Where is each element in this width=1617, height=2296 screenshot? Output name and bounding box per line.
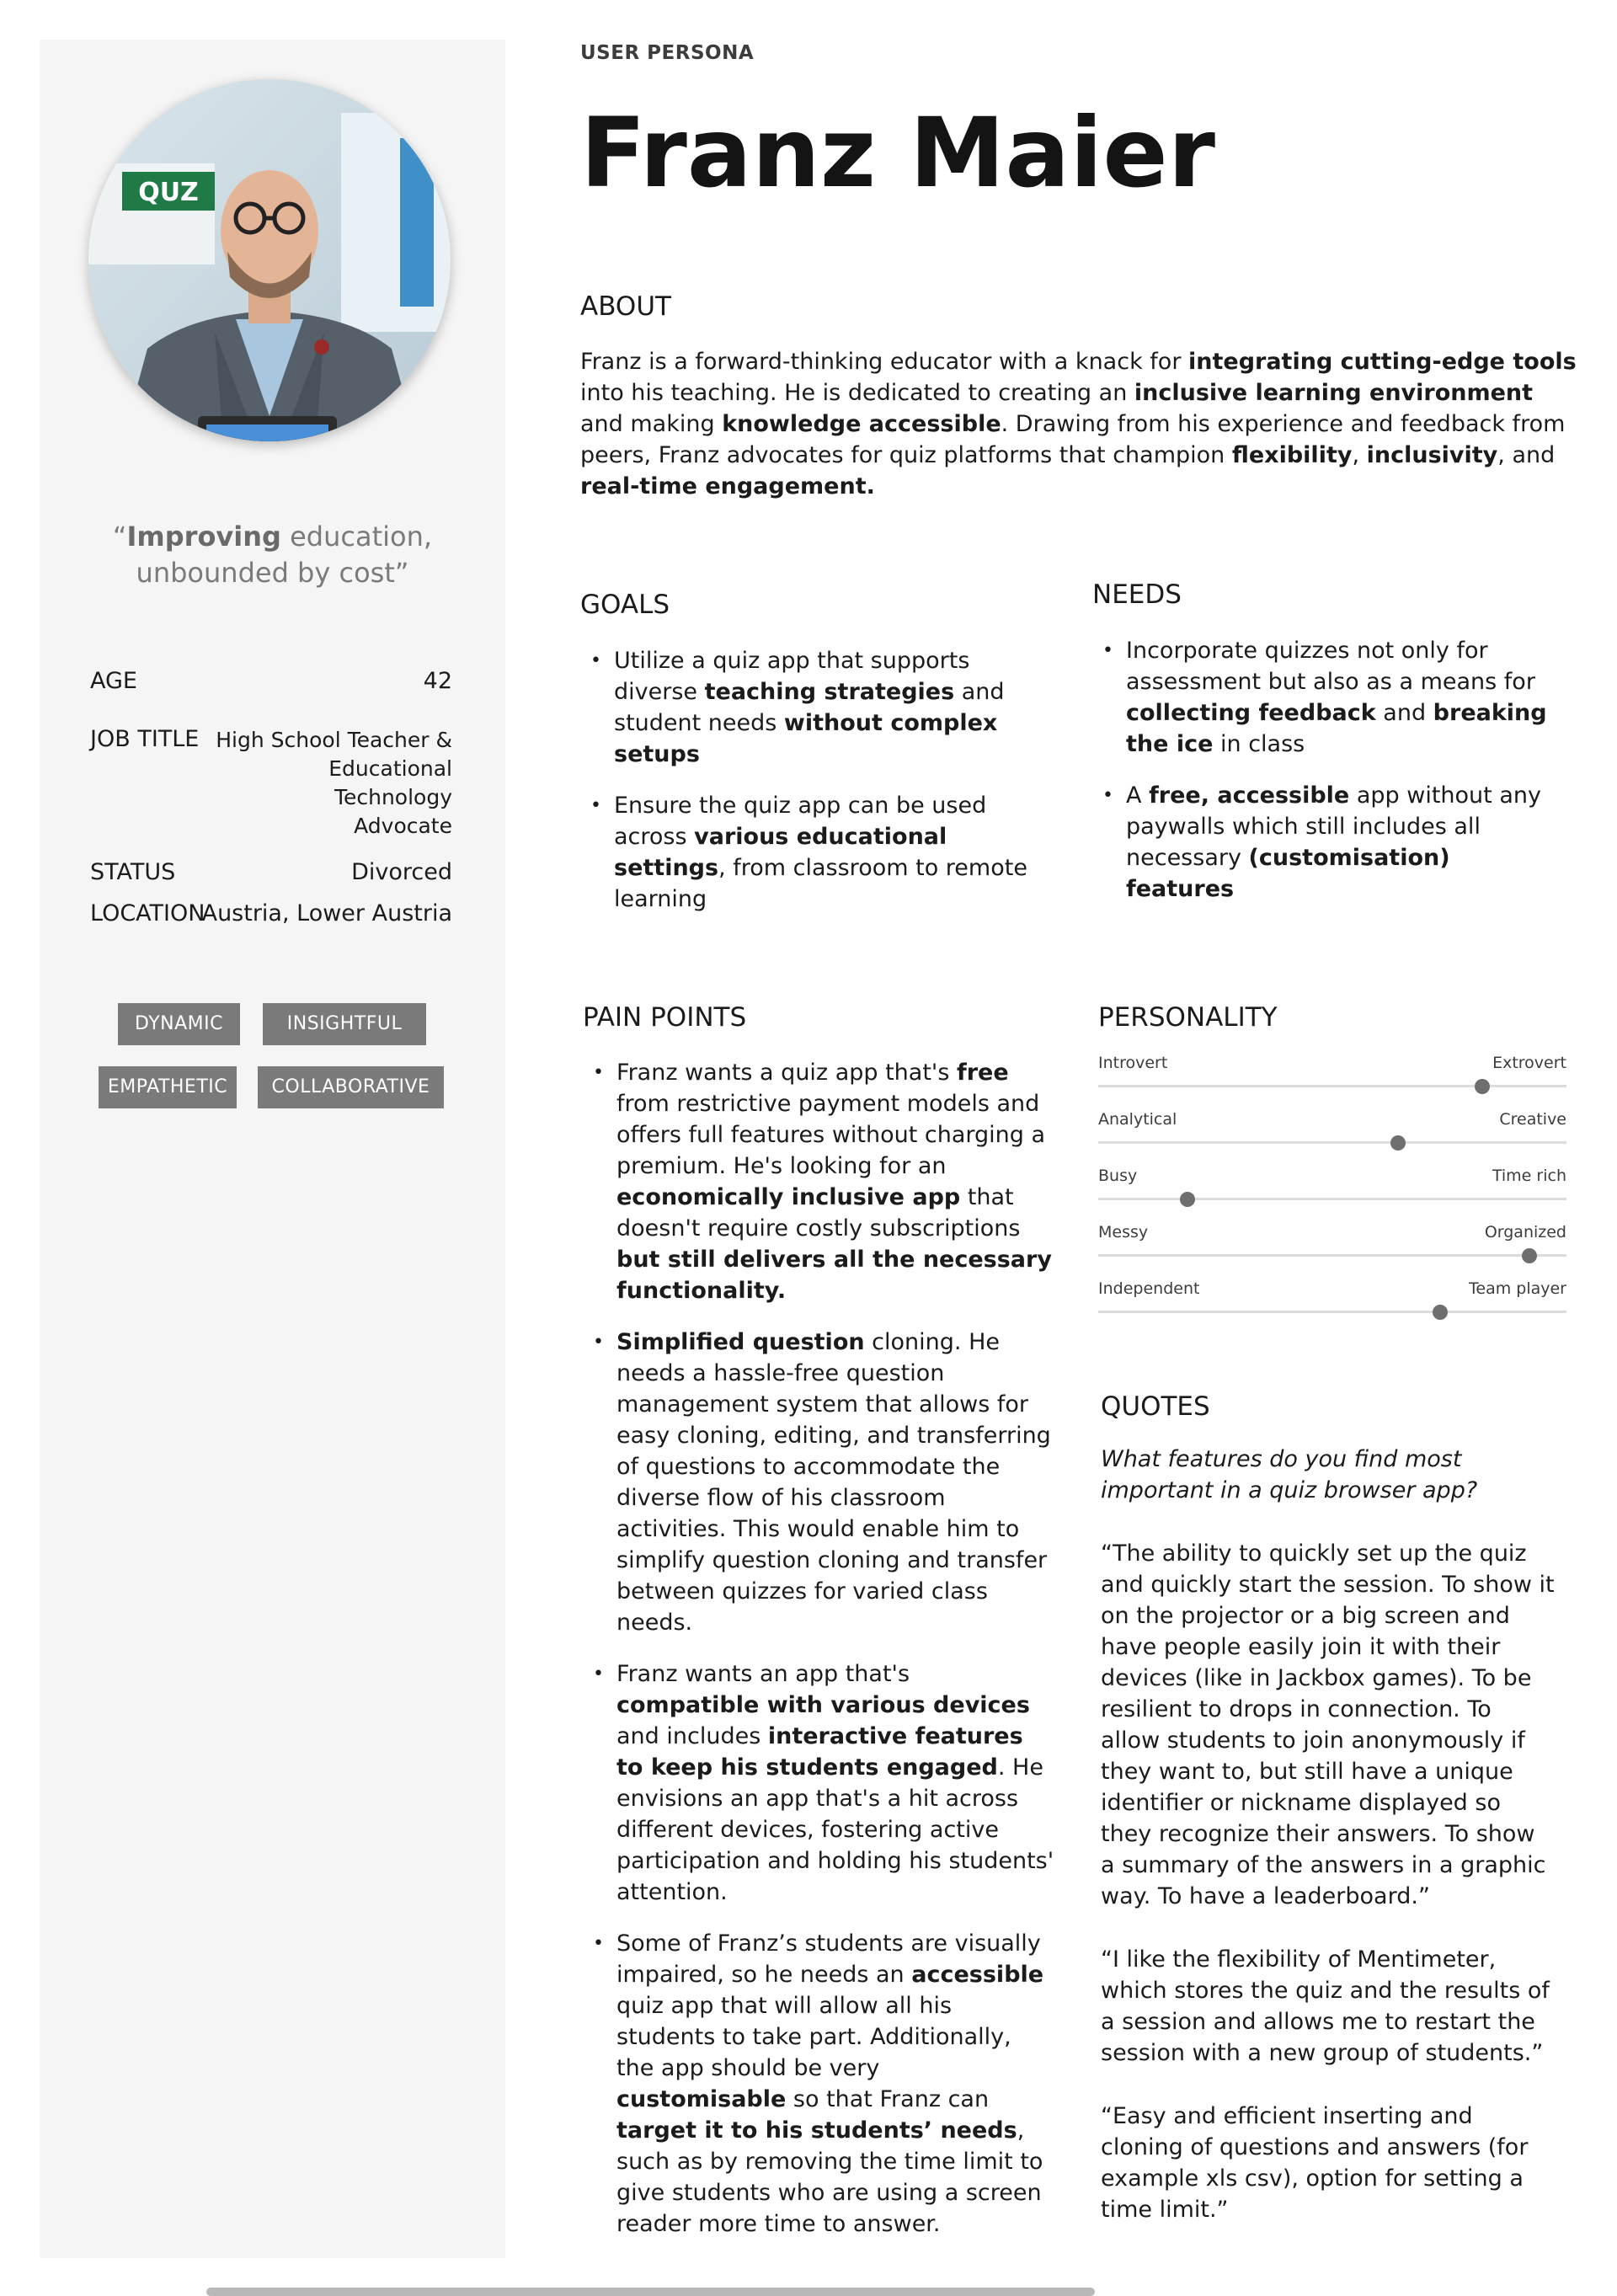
list-item: • Franz wants a quiz app that's free from restrictive payment models and offers full features without charging a premium. He's looking for an economically inclusive app that doesn't require costly subscriptions but still delivers all the necessary functionality.: [616, 1057, 1054, 1306]
trait-tag-dynamic: DYNAMIC: [118, 1003, 240, 1045]
list-item: • Some of Franz’s students are visually impaired, so he needs an accessible quiz app that will allow all his students to take part. Additionally, the app should be very customisable so that Franz can target it to his students’ needs, such as by removing the time limit to give students who are using a screen reader more time to answer.: [616, 1928, 1054, 2240]
trait-tag-empathetic: EMPATHETIC: [99, 1066, 237, 1108]
list-item: • Incorporate quizzes not only for assessment but also as a means for collecting feedback and breaking the ice in class: [1126, 635, 1564, 760]
list-item: • Simplified question cloning. He needs a hassle-free question management system that allows for easy cloning, editing, and transferring of questions to accommodate the diverse flow of his classroom activities. This would enable him to simplify question cloning and transfer between quizzes for varied class needs.: [616, 1327, 1054, 1638]
slider-handle: [1522, 1248, 1537, 1263]
interview-question: What features do you find most important in a quiz browser app?: [1101, 1446, 1478, 1503]
persona-motto: “Improving education, unbounded by cost”: [112, 521, 433, 589]
slider-handle: [1390, 1135, 1406, 1151]
location-label: LOCATION: [90, 900, 205, 926]
quiz-sign-text: QUZ: [138, 178, 199, 207]
horizontal-scrollbar[interactable]: [206, 2288, 1095, 2296]
slider-track: [1098, 1254, 1566, 1257]
personality-heading: PERSONALITY: [1098, 1002, 1278, 1033]
goals-heading: GOALS: [580, 590, 670, 620]
location-value: Austria, Lower Austria: [201, 900, 452, 926]
slider-handle: [1180, 1192, 1195, 1207]
slider-messy-organized: Messy Organized: [1098, 1223, 1566, 1273]
job-title-label: JOB TITLE: [90, 726, 200, 752]
persona-name: Franz Maier: [580, 97, 1215, 209]
slider-handle: [1433, 1305, 1448, 1320]
slider-track: [1098, 1198, 1566, 1200]
list-item: • A free, accessible app without any paywalls which still includes all necessary (customisation) features: [1126, 780, 1564, 905]
persona-sidebar: [40, 40, 505, 2258]
slider-analytical-creative: Analytical Creative: [1098, 1110, 1566, 1161]
slider-introvert-extrovert: Introvert Extrovert: [1098, 1054, 1566, 1104]
persona-type-label: USER PERSONA: [580, 42, 755, 64]
slider-track: [1098, 1141, 1566, 1144]
goals-list: [580, 645, 1052, 935]
job-title-value: High School Teacher & Educational Technology Advocate: [216, 728, 452, 838]
needs-heading: NEEDS: [1092, 579, 1182, 610]
persona-photo: [88, 79, 451, 441]
about-heading: ABOUT: [580, 291, 671, 322]
age-label: AGE: [90, 668, 137, 694]
quote-3: “Easy and efficient inserting and cloning of questions and answers (for example xls csv), option for setting a time limit.”: [1101, 2103, 1529, 2223]
about-text: Franz is a forward-thinking educator with a knack for integrating cutting-edge tools into his teaching. He is dedicated to creating an inclusive learning environment and making knowledge accessible. Drawing from his experience and feedback from peers, Franz advocates for quiz platforms that champion flexibility, inclusivity, and real-time engagement.: [580, 349, 1577, 499]
age-value: 42: [423, 668, 452, 694]
quotes-heading: QUOTES: [1101, 1391, 1210, 1422]
list-item: • Ensure the quiz app can be used across various educational settings, from classroom to remote learning: [614, 790, 1052, 915]
pain-points-heading: PAIN POINTS: [583, 1002, 747, 1033]
teacher-portrait-image: [88, 79, 451, 441]
slider-handle: [1475, 1079, 1490, 1094]
quote-1: “The ability to quickly set up the quiz and quickly start the session. To show it on the projector or a big screen and have people easily join it with their devices (like in Jackbox games). To be resilient to drops in connection. To allow students to join anonymously if they want to, but still have a unique identifier or nickname displayed so they recognize their answers. To show a summary of the answers in a graphic way. To have a leaderboard.”: [1101, 1540, 1555, 1909]
slider-busy-timerich: Busy Time rich: [1098, 1167, 1566, 1217]
slider-independent-teamplayer: Independent Team player: [1098, 1279, 1566, 1330]
trait-tag-insightful: INSIGHTFUL: [263, 1003, 426, 1045]
pain-points-list: [583, 1057, 1054, 2260]
list-item: • Franz wants an app that's compatible with various devices and includes interactive features to keep his students engaged. He envisions an app that's a hit across different devices, fostering active participation and holding his students' attention.: [616, 1658, 1054, 1908]
slider-track: [1098, 1085, 1566, 1087]
status-value: Divorced: [351, 859, 452, 885]
trait-tag-collaborative: COLLABORATIVE: [258, 1066, 444, 1108]
list-item: • Utilize a quiz app that supports diverse teaching strategies and student needs without complex setups: [614, 645, 1052, 770]
needs-list: [1092, 635, 1564, 925]
status-label: STATUS: [90, 859, 176, 885]
quote-2: “I like the flexibility of Mentimeter, which stores the quiz and the results of a session and allows me to restart the session with a new group of students.”: [1101, 1946, 1550, 2066]
slider-track: [1098, 1311, 1566, 1313]
